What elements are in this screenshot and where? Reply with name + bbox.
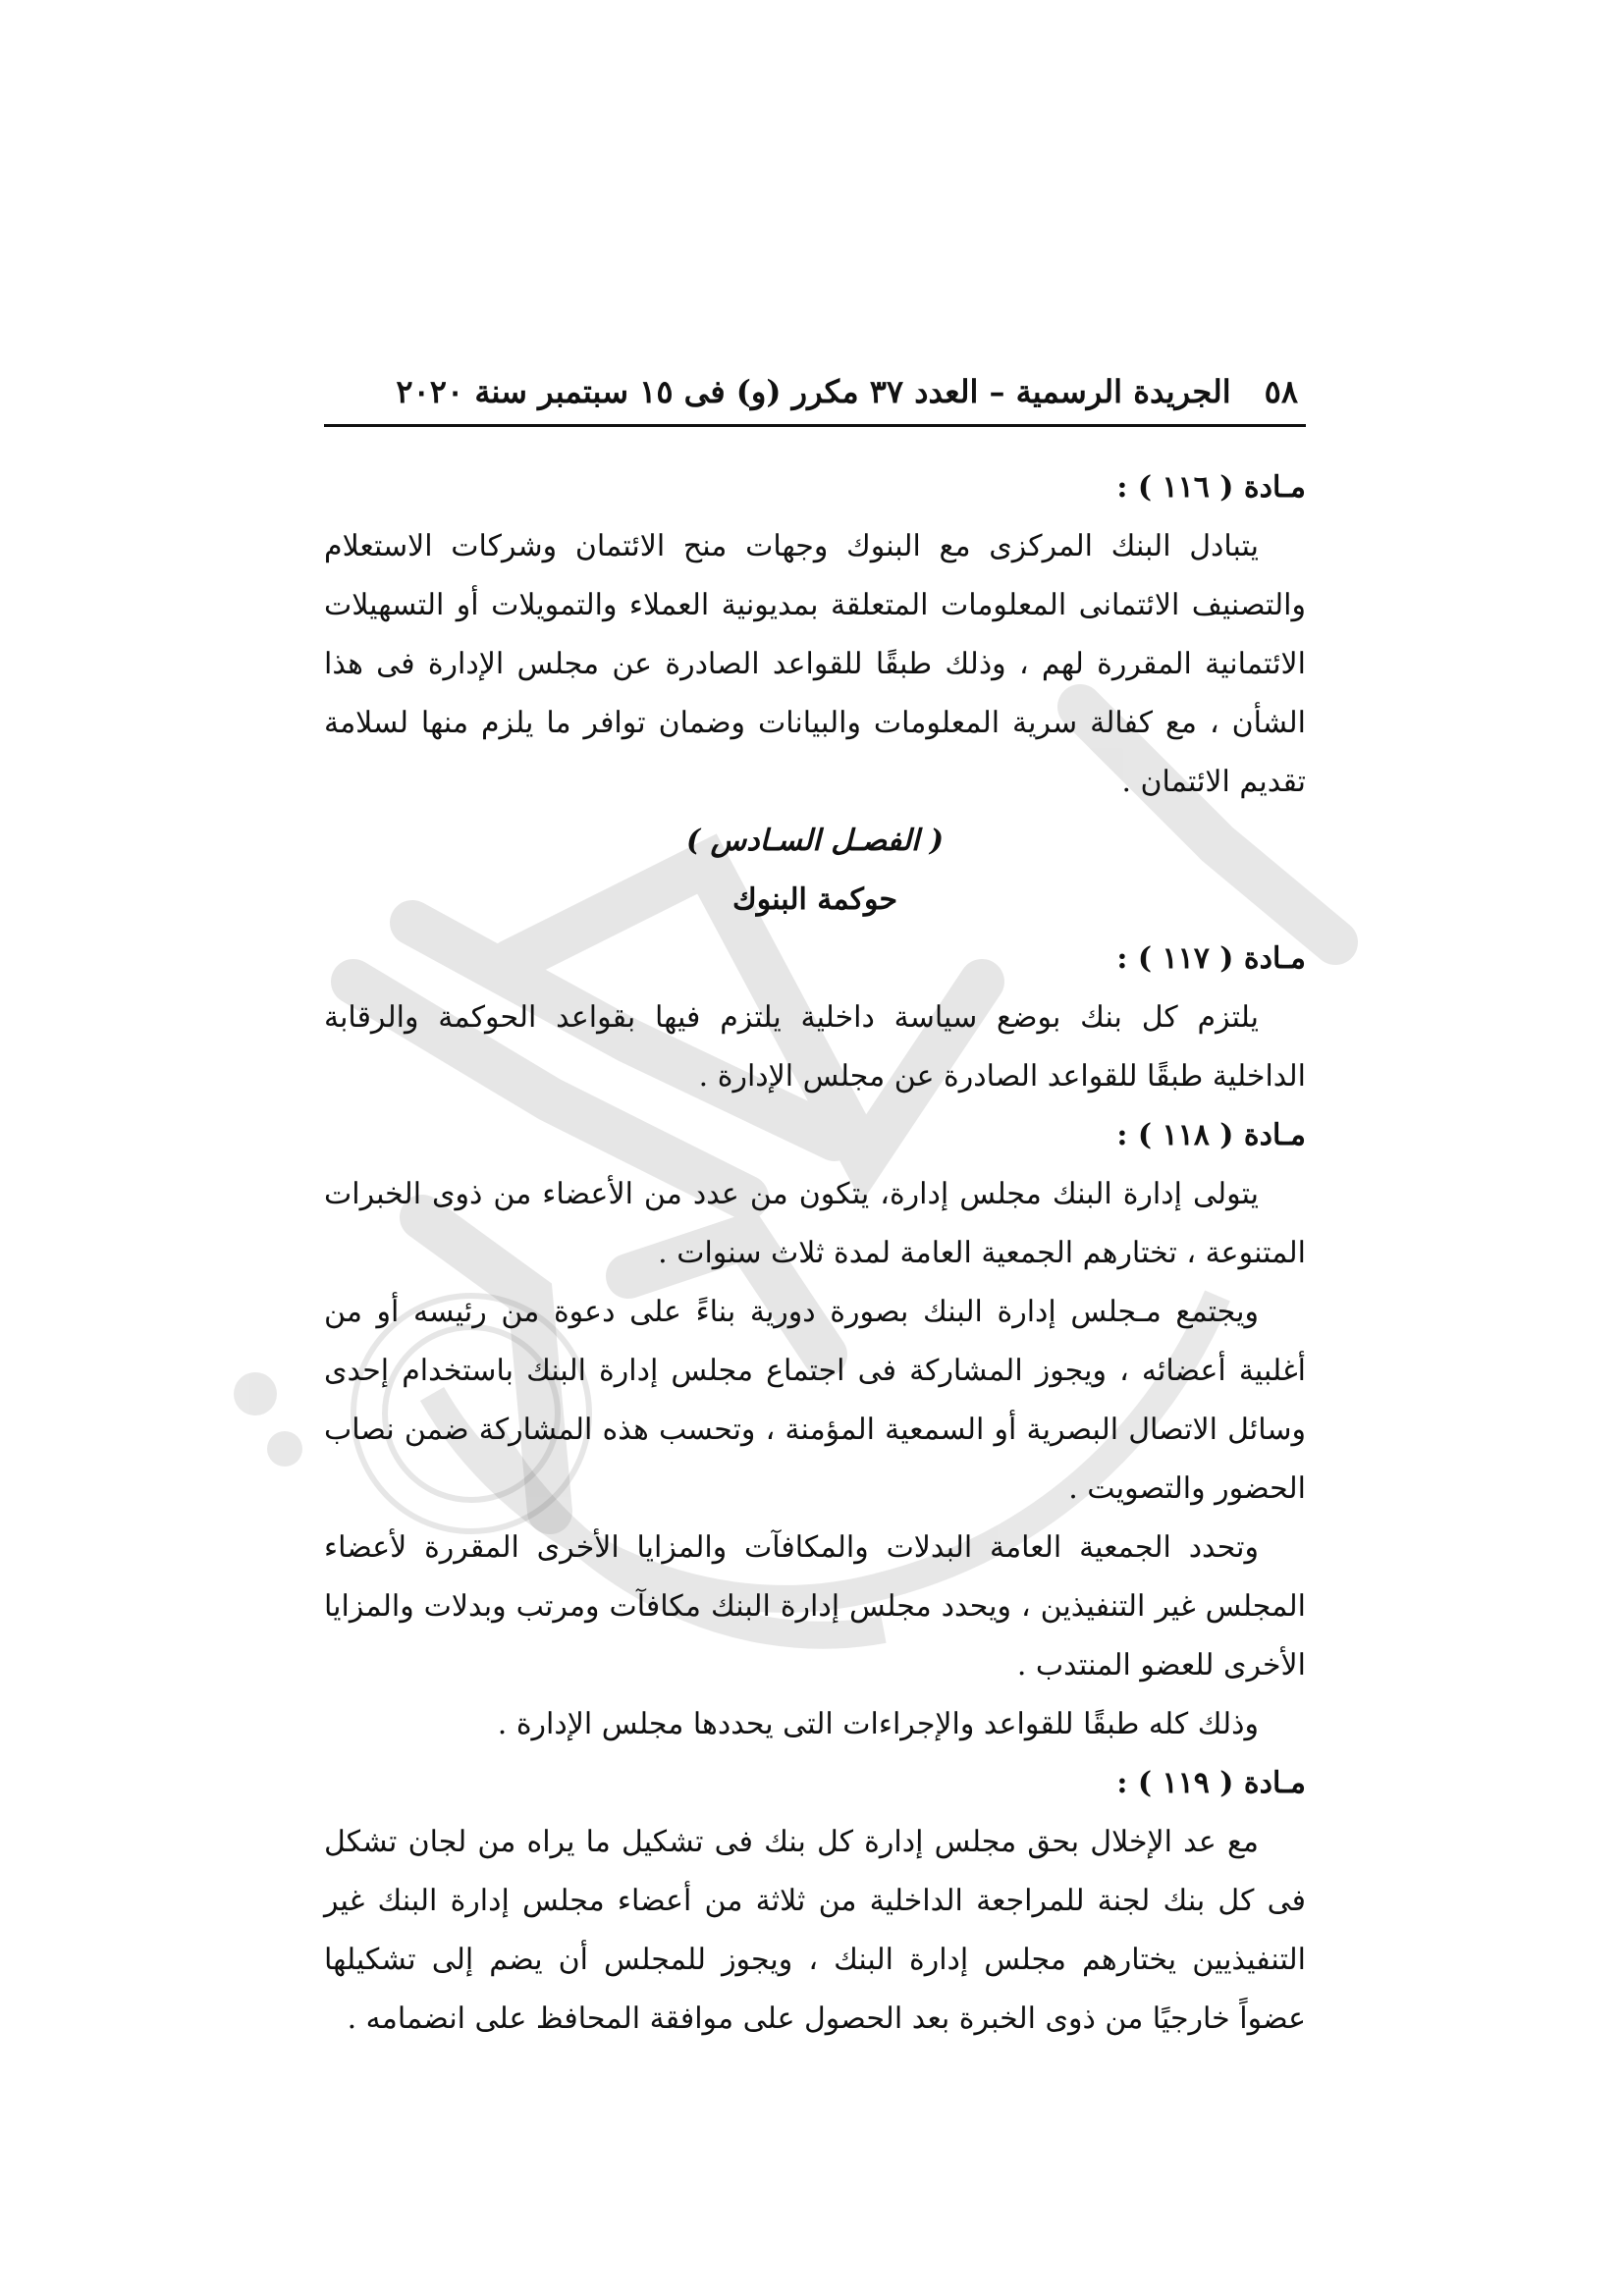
page-number: ٥٨ xyxy=(1264,373,1298,410)
article-title-116: مـادة ( ١١٦ ) : xyxy=(1116,470,1306,505)
article-116-paragraph: يتبادل البنك المركزى مع البنوك وجهات منح الائتمان وشركات الاستعلام والتصنيف الائتمانى المعلومات المتعلقة بمديونية العملاء والتمويلات أو التسهيلات الائتمانية المقررة لهم ، وذلك طبقًا للقواعد الصادرة عن مجلس الإدارة فى هذا الشأن ، مع كفالة سرية المعلومات والبيانات وضمان توافر ما يلزم منها لسلامة تقديم الائتمان . xyxy=(324,529,1306,799)
article-117-paragraph: يلتزم كل بنك بوضع سياسة داخلية يلتزم فيها بقواعد الحوكمة والرقابة الداخلية طبقًا للقواعد الصادرة عن مجلس الإدارة . xyxy=(324,1000,1306,1094)
article-118-paragraph-4: وذلك كله طبقًا للقواعد والإجراءات التى يحددها مجلس الإدارة . xyxy=(497,1707,1259,1741)
article-title-119: مـادة ( ١١٩ ) : xyxy=(1116,1766,1306,1800)
article-118-paragraph-2: ويجتمع مـجلس إدارة البنك بصورة دورية بناءً على دعوة من رئيسه أو من أغلبية أعضائه ، ويجوز المشاركة فى اجتماع مجلس إدارة البنك باستخدام إحدى وسائل الاتصال البصرية أو السمعية المؤمنة ، وتحسب هذه المشاركة ضمن نصاب الحضور والتصويت . xyxy=(324,1295,1306,1506)
article-119-paragraph: مع عد الإخلال بحق مجلس إدارة كل بنك فى تشكيل ما يراه من لجان تشكل فى كل بنك لجنة للمراجعة الداخلية من ثلاثة من أعضاء مجلس إدارة البنك غير التنفيذيين يختارهم مجلس إدارة البنك ، ويجوز للمجلس أن يضم إلى تشكيلها عضواً خارجيًا من ذوى الخبرة بعد الحصول على موافقة المحافظ على انضمامه . xyxy=(324,1825,1306,2036)
article-118-paragraph-3: وتحدد الجمعية العامة البدلات والمكافآت والمزايا الأخرى المقررة لأعضاء المجلس غير التنفيذين ، ويحدد مجلس إدارة البنك مكافآت ومرتب وبدلات والمزايا الأخرى للعضو المنتدب . xyxy=(324,1530,1306,1682)
article-118-paragraph-1: يتولى إدارة البنك مجلس إدارة، يتكون من عدد من الأعضاء من ذوى الخبرات المتنوعة ، تختارهم الجمعية العامة لمدة ثلاث سنوات . xyxy=(324,1177,1306,1270)
document-body xyxy=(324,458,1306,2049)
gazette-issue-line: الجريدة الرسمية – العدد ٣٧ مكرر (و) فى ١٥ سبتمبر سنة ٢٠٢٠ xyxy=(396,373,1231,410)
article-title-117: مـادة ( ١١٧ ) : xyxy=(1116,941,1306,976)
page-header xyxy=(324,373,1306,427)
watermark-dot xyxy=(234,1372,277,1415)
article-title-118: مـادة ( ١١٨ ) : xyxy=(1116,1118,1306,1152)
chapter-subtitle: حوكمة البنوك xyxy=(731,882,897,917)
watermark-dot xyxy=(267,1431,302,1467)
document-page xyxy=(324,373,1306,2049)
chapter-title: ( الفصـل السـادس ) xyxy=(685,824,945,858)
